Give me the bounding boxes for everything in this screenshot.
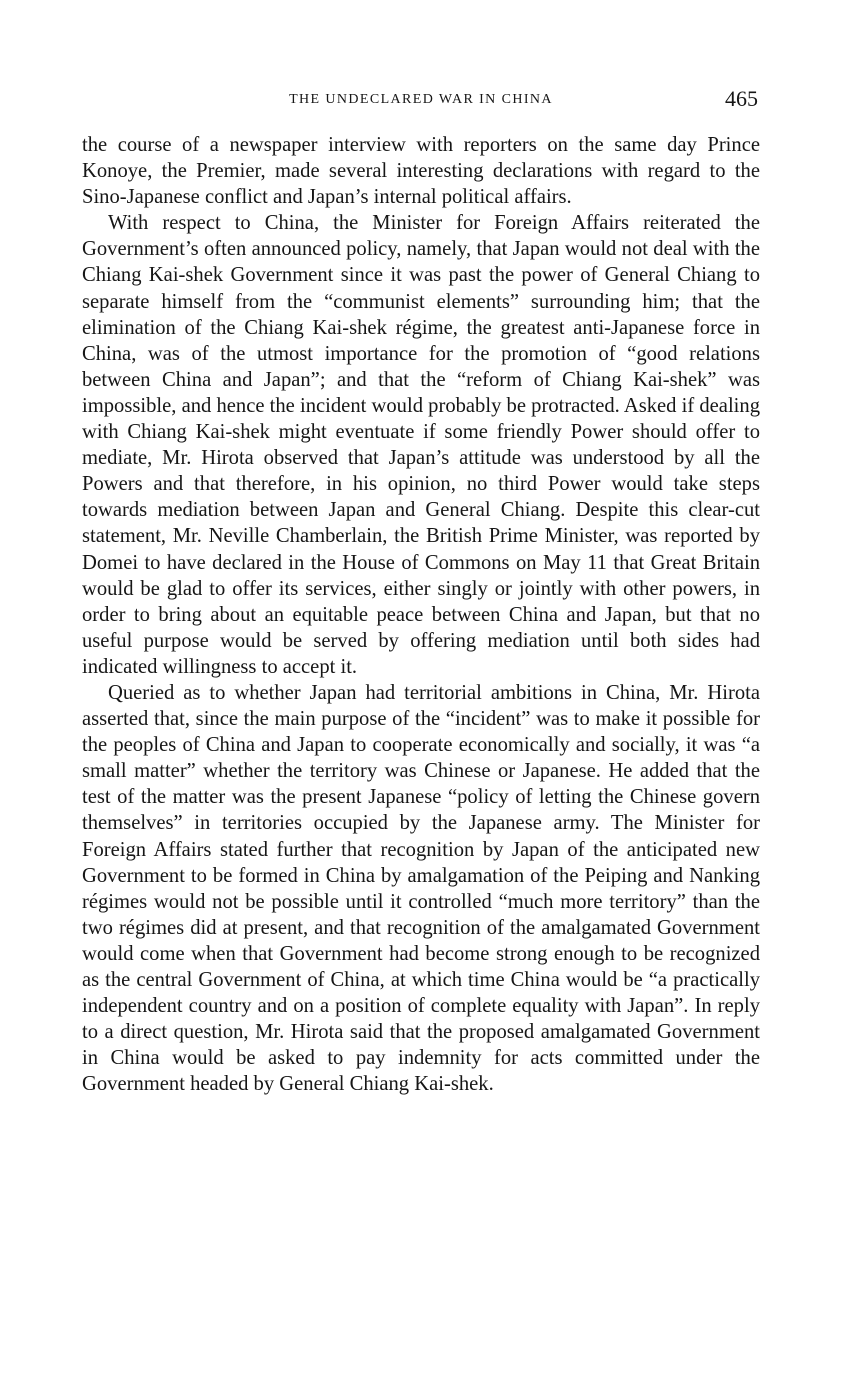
body-text (82, 132, 760, 1097)
paragraph-continued: the course of a newspaper interview with reporters on the same day Prince Konoye, the Premier, made several interesting declarations with regard to the Sino-Japanese conflict and Japan’s internal political affairs. (82, 134, 760, 209)
running-title: THE UNDECLARED WAR IN CHINA (289, 92, 553, 107)
running-head (82, 86, 760, 116)
paragraph-foreign-minister-policy: With respect to China, the Minister for Foreign Affairs reiterated the Government’s often announced policy, namely, that Japan would not deal with the Chiang Kai-shek Government since it was past the power of General Chiang to separate himself from the “communist elements” surrounding him; that the elimination of the Chiang Kai-shek régime, the greatest anti-Japanese force in China, was of the utmost importance for the promotion of “good relations between China and Japan”; and that the “reform of Chiang Kai-shek” was impossible, and hence the incident would probably be protracted. Asked if dealing with Chiang Kai-shek might eventuate if some friendly Power should offer to mediate, Mr. Hirota observed that Japan’s attitude was understood by all the Powers and that therefore, in his opinion, no third Power would take steps towards mediation between Japan and General Chiang. Despite this clear-cut statement, Mr. Neville Chamberlain, the British Prime Minister, was reported by Domei to have declared in the House of Commons on May 11 that Great Britain would be glad to offer its services, either singly or jointly with other powers, in order to bring about an equitable peace between China and Japan, but that no useful purpose would be served by offering mediation until both sides had indicated willingness to accept it. (82, 212, 760, 678)
book-page (82, 86, 760, 1097)
paragraph-territorial-ambitions: Queried as to whether Japan had territorial ambitions in China, Mr. Hirota asserted that, since the main purpose of the “incident” was to make it possible for the peoples of China and Japan to cooperate economically and socially, it was “a small matter” whether the territory was Chinese or Japanese. He added that the test of the matter was the present Japanese “policy of letting the Chinese govern themselves” in territories occupied by the Japanese army. The Minister for Foreign Affairs stated further that recognition by Japan of the anticipated new Government to be formed in China by amalgamation of the Peiping and Nanking régimes would not be possible until it controlled “much more territory” than the two régimes did at present, and that recognition of the amalgamated Government would come when that Government had become strong enough to be recognized as the central Government of China, at which time China would be “a practically independent country and on a position of complete equality with Japan”. In reply to a direct question, Mr. Hirota said that the proposed amalgamated Government in China would be asked to pay indemnity for acts committed under the Government headed by General Chiang Kai-shek. (82, 681, 760, 1096)
page-number: 465 (725, 86, 758, 111)
